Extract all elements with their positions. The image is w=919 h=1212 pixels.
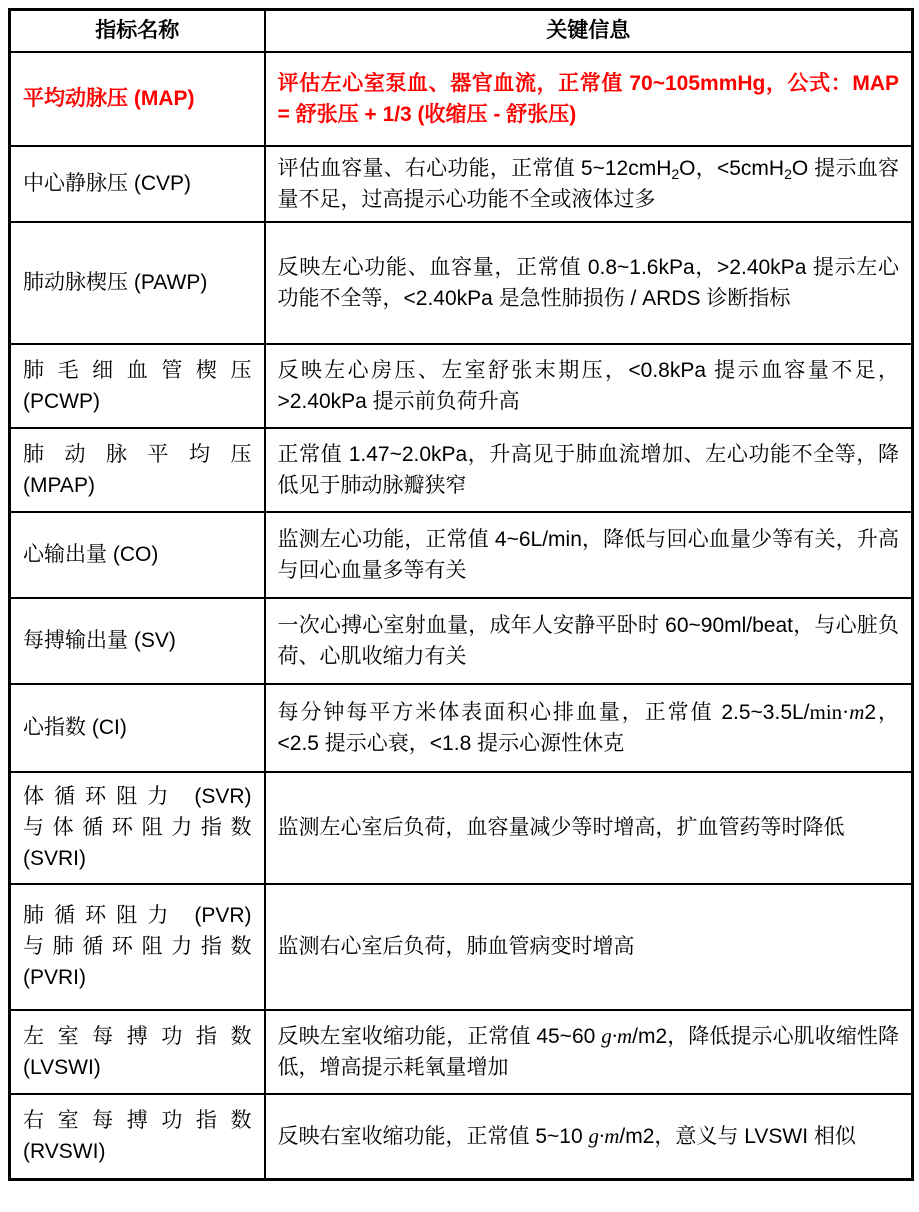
indicator-name-line: (SVRI): [23, 847, 86, 870]
key-info-text: 一次心搏心室射血量，成年人安静平卧时 60~90ml/beat，与心脏负荷、心肌收缩力有关: [277, 613, 899, 668]
indicator-name-line: 平均动脉压 (MAP): [23, 87, 195, 110]
indicator-name-line: 肺动脉楔压 (PAWP): [23, 271, 208, 294]
table-row: [10, 344, 913, 428]
key-info-text: O，<5cmH: [679, 156, 785, 180]
key-info-text: g·m: [601, 1023, 633, 1048]
key-info-cell: [265, 772, 913, 884]
table-row: [10, 598, 913, 684]
indicator-name-cell: [10, 884, 265, 1010]
key-info-text: 监测左心室后负荷，血容量减少等时增高，扩血管药等时降低: [277, 816, 845, 839]
key-info-text: 正常值 1.47~2.0kPa，升高见于肺血流增加、左心功能不全等，降低见于肺动脉瓣狭窄: [277, 442, 899, 497]
key-info-cell: [265, 344, 913, 428]
indicator-name-cell: [10, 428, 265, 512]
indicator-name-line: 心输出量 (CO): [23, 543, 159, 566]
key-info-text: g·m: [588, 1123, 620, 1148]
column-header-indicator-name: 指标名称: [10, 10, 265, 52]
indicator-name-cell: [10, 146, 265, 222]
key-info-cell: [265, 512, 913, 598]
table-row: [10, 146, 913, 222]
key-info-text: 反映左心房压、左室舒张末期压，<0.8kPa 提示血容量不足，>2.40kPa 提示前负荷升高: [277, 358, 899, 413]
key-info-text: min·: [809, 699, 850, 724]
indicator-name-cell: [10, 512, 265, 598]
table-row: [10, 512, 913, 598]
indicator-name-cell: [10, 772, 265, 884]
hemodynamic-metrics-table: [8, 8, 914, 1181]
key-info-text: 2: [784, 165, 792, 182]
table-row: [10, 52, 913, 146]
indicator-name-line: 中心静脉压 (CVP): [23, 172, 191, 195]
key-info-text: /m2，降低提示心肌收缩性降低，增高提示耗氧量增加: [277, 1024, 899, 1079]
table-row: [10, 884, 913, 1010]
key-info-text: 2，<2.5 提示心衰，<1.8 提示心源性休克: [277, 700, 899, 755]
key-info-cell: [265, 1010, 913, 1094]
indicator-name-line: (MPAP): [23, 473, 95, 497]
indicator-name-line: 心指数 (CI): [23, 716, 127, 739]
key-info-cell: [265, 1094, 913, 1180]
key-info-text: 反映右室收缩功能，正常值 5~10: [277, 1124, 589, 1148]
key-info-text: /m2，意义与 LVSWI 相似: [619, 1124, 856, 1148]
table-row: [10, 684, 913, 772]
key-info-text: 监测右心室后负荷，肺血管病变时增高: [277, 935, 635, 958]
indicator-name-line: (PCWP): [23, 389, 100, 413]
key-info-text: m: [849, 699, 865, 724]
table-row: [10, 428, 913, 512]
table-row: [10, 772, 913, 884]
key-info-text: 反映左心功能、血容量，正常值 0.8~1.6kPa，>2.40kPa 提示左心功能不全等，<2.40kPa 是急性肺损伤 / ARDS 诊断指标: [277, 255, 899, 310]
indicator-name-line: (RVSWI): [23, 1140, 106, 1164]
key-info-text: 2: [671, 165, 680, 182]
key-info-cell: [265, 428, 913, 512]
indicator-name-line: 肺动脉平均压: [23, 442, 252, 466]
table-body: [10, 52, 913, 1180]
key-info-text: 监测左心功能，正常值 4~6L/min，降低与回心血量少等有关，升高与回心血量多等有关: [277, 527, 899, 582]
indicator-name-line: 与体循环阻力指数: [23, 816, 252, 839]
key-info-text: 评估血容量、右心功能，正常值 5~12cmH: [277, 156, 672, 180]
indicator-name-cell: [10, 344, 265, 428]
indicator-name-line: 每搏输出量 (SV): [23, 629, 176, 652]
indicator-name-line: 肺毛细血管楔压: [23, 358, 252, 382]
indicator-name-line: 体循环阻力 (SVR): [23, 785, 252, 808]
key-info-text: O 提示血容量不足，过高提示心功能不全或液体过多: [277, 156, 900, 211]
column-header-key-info: 关键信息: [265, 10, 913, 52]
indicator-name-line: (LVSWI): [23, 1055, 101, 1079]
header-row: [10, 10, 913, 52]
indicator-name-line: 肺循环阻力 (PVR): [23, 904, 252, 927]
table-row: [10, 1010, 913, 1094]
key-info-text: 反映左室收缩功能，正常值 45~60: [277, 1024, 602, 1048]
indicator-name-line: 右室每搏功指数: [23, 1109, 252, 1133]
indicator-name-cell: [10, 1010, 265, 1094]
table-row: [10, 1094, 913, 1180]
key-info-text: 每分钟每平方米体表面积心排血量，正常值 2.5~3.5L/: [277, 700, 810, 724]
table-row: [10, 222, 913, 344]
indicator-name-line: (PVRI): [23, 966, 86, 989]
key-info-cell: [265, 52, 913, 146]
indicator-name-cell: [10, 222, 265, 344]
key-info-cell: [265, 598, 913, 684]
key-info-cell: [265, 684, 913, 772]
key-info-cell: [265, 146, 913, 222]
indicator-name-line: 与肺循环阻力指数: [23, 935, 252, 958]
key-info-cell: [265, 884, 913, 1010]
key-info-text: 评估左心室泵血、器官血流，正常值 70~105mmHg，公式：MAP = 舒张压 + 1/3 (收缩压 - 舒张压): [277, 71, 899, 126]
indicator-name-cell: [10, 52, 265, 146]
indicator-name-cell: [10, 684, 265, 772]
indicator-name-line: 左室每搏功指数: [23, 1024, 252, 1048]
indicator-name-cell: [10, 1094, 265, 1180]
indicator-name-cell: [10, 598, 265, 684]
key-info-cell: [265, 222, 913, 344]
